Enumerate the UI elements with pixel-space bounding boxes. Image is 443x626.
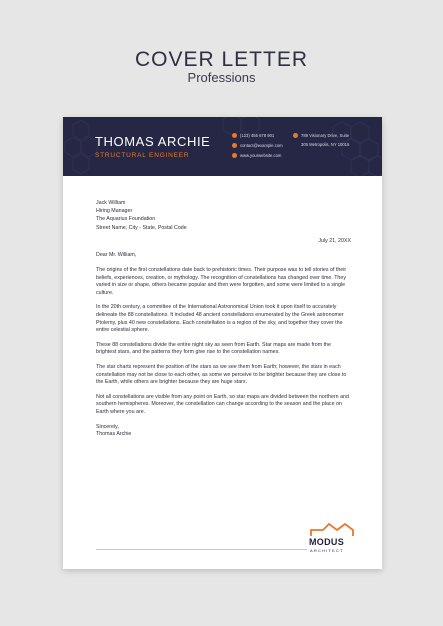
paragraph-2: In the 20th century, a committee of the International Astronomical Union took it upon itself to accurately delineate the 88 constellations. It included 48 ancient constellations enumerated by the Greek astronomer Ptolemy, plus 40 new constellations. Each constellation is a region of the sky, and together they cover the entire celestial sphere. bbox=[96, 304, 344, 334]
paragraph-5: Not all constellations are visible from any point on Earth, so star maps are divided between the northern and southern hemispheres. Moreover, the constellation can change according to the season and the place on Earth where you are. bbox=[96, 393, 349, 415]
globe-icon bbox=[232, 153, 237, 158]
applicant-name: THOMAS ARCHIE bbox=[95, 134, 211, 149]
recipient-title: Hiring Manager bbox=[96, 208, 133, 215]
recipient-company: The Aquarius Foundation bbox=[96, 216, 156, 223]
letter-page bbox=[63, 117, 382, 569]
recipient-address: Street Name, City - State, Postal Code bbox=[96, 224, 187, 231]
email-icon bbox=[232, 143, 237, 148]
contact-address bbox=[293, 133, 349, 139]
paragraph-1: The origins of the first constellations date back to prehistoric times. Their purpose was to tell stories of their beliefs, experiences, creation, or mythology. The recognition of constellations has changed over time. They varied in size or shape, others became popular and then were forgotten, and some were limited to a single culture. bbox=[96, 267, 347, 296]
paragraph-4: The star charts represent the position of the stars as we see them from Earth; however, the stars in each constellation may not be close to each other, as some we perceive to be brighter because they are close to the Earth, while others are brighter because they are huge stars. bbox=[96, 363, 347, 386]
closing: Sincerely, bbox=[96, 423, 119, 430]
footer-divider bbox=[96, 549, 307, 550]
letter-body bbox=[96, 199, 351, 439]
logo-sub: ARCHITECT bbox=[310, 548, 344, 553]
logo-mark-icon bbox=[309, 523, 359, 537]
address-line2: 305 Metropolis, NY 10016 bbox=[301, 142, 350, 147]
location-icon bbox=[293, 133, 298, 138]
email-text: contact@example.com bbox=[240, 143, 283, 148]
hero-subtitle: Professions bbox=[187, 70, 256, 85]
logo-word: MODUS bbox=[309, 537, 344, 547]
applicant-role: STRUCTURAL ENGINEER bbox=[95, 152, 190, 159]
contact-address-2 bbox=[301, 142, 349, 148]
salutation: Dear Mr. William, bbox=[96, 252, 137, 259]
signature: Thomas Archie bbox=[96, 431, 132, 438]
website-text: www.yourwebsite.com bbox=[240, 153, 282, 158]
hero-title: COVER LETTER bbox=[134, 48, 309, 71]
letter-header bbox=[63, 117, 382, 176]
recipient-block bbox=[96, 199, 351, 232]
contact-website bbox=[232, 153, 281, 159]
recipient-name: Jack William bbox=[96, 200, 126, 206]
phone-text: (123) 456 678 901 bbox=[240, 133, 275, 138]
company-logo bbox=[309, 523, 359, 559]
contact-email bbox=[232, 143, 283, 149]
paragraph-3: These 88 constellations divide the entire night sky as seen from Earth. Star maps are made from the brightest stars, and the patterns they form give rise to the constellation names. bbox=[96, 341, 331, 356]
phone-icon bbox=[232, 133, 237, 138]
letter-date: July 21, 20XX bbox=[318, 237, 351, 244]
contact-phone bbox=[232, 133, 274, 139]
address-line1: 789 Visionary Drive, Suite bbox=[301, 133, 350, 138]
